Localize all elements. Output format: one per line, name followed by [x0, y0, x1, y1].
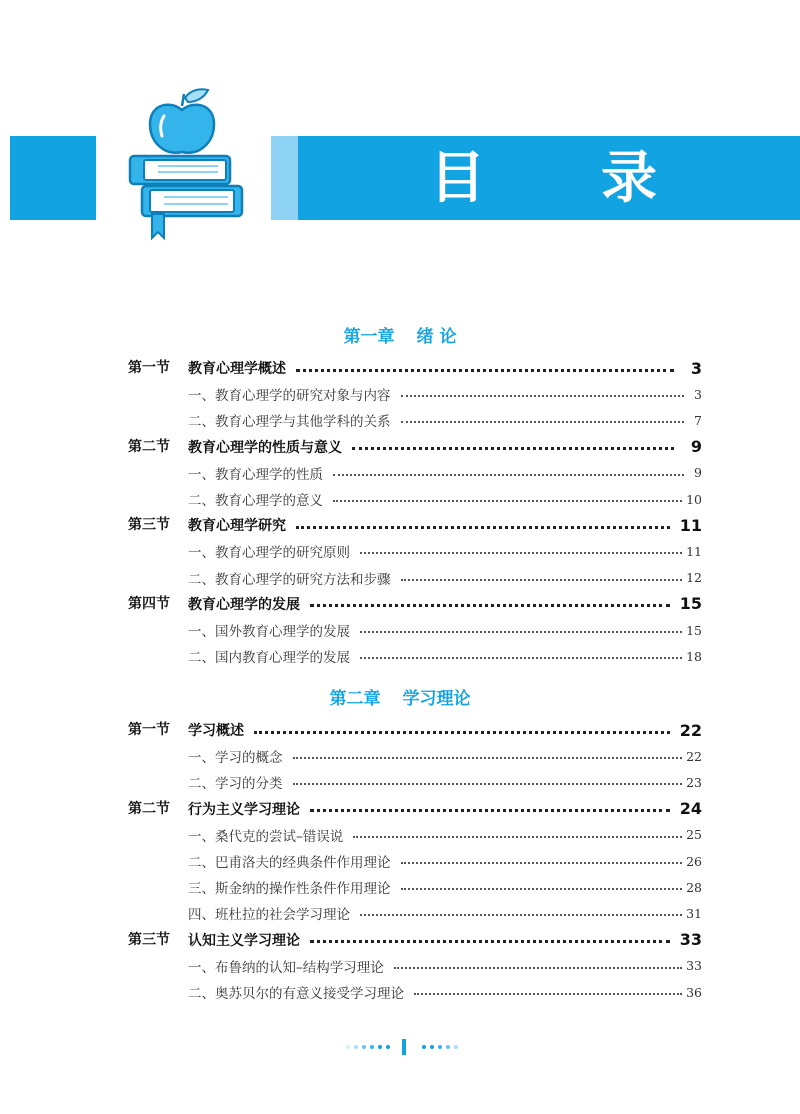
dot-leader: [353, 836, 682, 838]
dot-leader: [401, 421, 685, 423]
toc-item-entry[interactable]: [0, 381, 800, 407]
item-title: 三、斯金纳的操作性条件作用理论: [188, 881, 391, 898]
item-title: 一、布鲁纳的认知–结构学习理论: [188, 959, 384, 976]
dot-leader: [293, 757, 683, 759]
item-page-number: 23: [686, 774, 702, 790]
toc-item-entry[interactable]: [0, 643, 800, 669]
toc-item-entry[interactable]: [0, 953, 800, 979]
toc-item-entry[interactable]: [0, 874, 800, 900]
toc-section-entry[interactable]: [0, 796, 800, 822]
toc-item-entry[interactable]: [0, 565, 800, 591]
toc-section-entry[interactable]: [0, 591, 800, 617]
dot-leader: [360, 631, 682, 633]
item-page-number: 31: [686, 905, 702, 921]
dot-leader: [352, 447, 674, 450]
dot-leader: [414, 993, 682, 995]
dot-leader: [293, 783, 683, 785]
item-page-number: 26: [686, 853, 702, 869]
dot-leader: [310, 604, 670, 607]
section-number: 第三节: [128, 931, 170, 948]
dot-leader: [401, 888, 683, 890]
dot-leader: [401, 862, 683, 864]
chapter-heading: [0, 322, 800, 347]
section-title: 教育心理学的性质与意义: [188, 439, 342, 456]
toc-item-entry[interactable]: [0, 848, 800, 874]
item-title: 一、教育心理学的研究原则: [188, 545, 350, 562]
section-page-number: 22: [679, 720, 702, 740]
item-title: 二、教育心理学的研究方法和步骤: [188, 571, 391, 588]
toc-section-entry[interactable]: [0, 355, 800, 381]
dot-leader: [310, 940, 670, 943]
section-page-number: 24: [679, 799, 702, 819]
item-page-number: 12: [686, 570, 702, 586]
dot-leader: [296, 526, 670, 529]
item-title: 一、教育心理学的研究对象与内容: [188, 388, 391, 405]
chapter-title: 绪 论: [416, 327, 457, 347]
item-page-number: 9: [694, 465, 702, 481]
header-bar-left: [10, 136, 96, 220]
item-page-number: 7: [694, 412, 702, 428]
chapter-number: 第二章: [329, 689, 381, 709]
item-page-number: 28: [686, 879, 702, 895]
item-page-number: 3: [694, 386, 702, 402]
section-number: 第四节: [128, 595, 170, 612]
section-title: 认知主义学习理论: [188, 932, 300, 949]
dot-leader: [360, 552, 682, 554]
section-number: 第二节: [128, 438, 170, 455]
section-page-number: 15: [679, 594, 702, 614]
item-title: 二、教育心理学与其他学科的关系: [188, 414, 391, 431]
item-title: 二、国内教育心理学的发展: [188, 650, 350, 667]
item-page-number: 25: [686, 827, 702, 843]
toc-item-entry[interactable]: [0, 407, 800, 433]
toc-item-entry[interactable]: [0, 486, 800, 512]
section-number: 第一节: [128, 722, 170, 738]
section-title: 行为主义学习理论: [188, 801, 300, 818]
item-title: 二、学习的分类: [188, 776, 283, 793]
section-title: 学习概述: [188, 723, 244, 739]
toc-item-entry[interactable]: [0, 822, 800, 848]
toc-item-entry[interactable]: [0, 769, 800, 795]
section-page-number: 11: [679, 515, 702, 535]
chapter-heading: [0, 684, 800, 709]
toc-section-entry[interactable]: [0, 512, 800, 538]
page-title: 目 录: [429, 146, 705, 211]
section-number: 第一节: [128, 360, 170, 376]
section-page-number: 9: [690, 437, 702, 457]
toc-item-entry[interactable]: [0, 900, 800, 926]
toc-section-entry[interactable]: [0, 927, 800, 953]
item-page-number: 33: [686, 958, 702, 974]
item-title: 二、奥苏贝尔的有意义接受学习理论: [188, 986, 404, 1002]
dot-leader: [360, 657, 682, 659]
dot-leader: [394, 967, 682, 969]
dot-leader: [333, 500, 682, 502]
toc-item-entry[interactable]: [0, 460, 800, 486]
item-title: 二、教育心理学的意义: [188, 493, 323, 509]
toc-section-entry[interactable]: [0, 434, 800, 460]
toc-item-entry[interactable]: [0, 617, 800, 643]
item-title: 一、国外教育心理学的发展: [188, 624, 350, 640]
item-page-number: 22: [686, 748, 702, 764]
item-page-number: 15: [686, 622, 702, 638]
dot-leader: [360, 914, 682, 916]
section-page-number: 3: [690, 358, 702, 378]
toc-item-entry[interactable]: [0, 979, 800, 1005]
header-bar-accent: [271, 136, 298, 220]
dot-leader: [401, 579, 683, 581]
section-title: 教育心理学概述: [188, 361, 286, 377]
chapter-title: 学习理论: [402, 689, 471, 709]
item-page-number: 10: [686, 491, 702, 507]
item-title: 四、班杜拉的社会学习理论: [188, 907, 350, 924]
item-page-number: 11: [686, 543, 702, 559]
section-title: 教育心理学的发展: [188, 596, 300, 613]
section-number: 第二节: [128, 800, 170, 817]
page-footer-ornament: [0, 1036, 800, 1056]
section-number: 第三节: [128, 517, 170, 534]
chapter-number: 第一章: [343, 327, 395, 347]
dot-leader: [296, 369, 674, 372]
dot-leader: [254, 731, 670, 734]
section-title: 教育心理学研究: [188, 518, 286, 535]
dot-leader: [401, 395, 685, 397]
item-title: 一、学习的概念: [188, 750, 283, 767]
item-title: 一、桑代克的尝试–错误说: [188, 828, 344, 845]
section-page-number: 33: [679, 930, 702, 950]
dot-leader: [310, 809, 670, 812]
item-title: 一、教育心理学的性质: [188, 466, 323, 483]
apple-on-books-icon: [120, 80, 250, 245]
item-title: 二、巴甫洛夫的经典条件作用理论: [188, 855, 391, 871]
item-page-number: 18: [686, 648, 702, 664]
dot-leader: [333, 474, 684, 476]
toc-section-entry[interactable]: [0, 717, 800, 743]
item-page-number: 36: [686, 984, 702, 1000]
toc-item-entry[interactable]: [0, 743, 800, 769]
toc-item-entry[interactable]: [0, 538, 800, 564]
